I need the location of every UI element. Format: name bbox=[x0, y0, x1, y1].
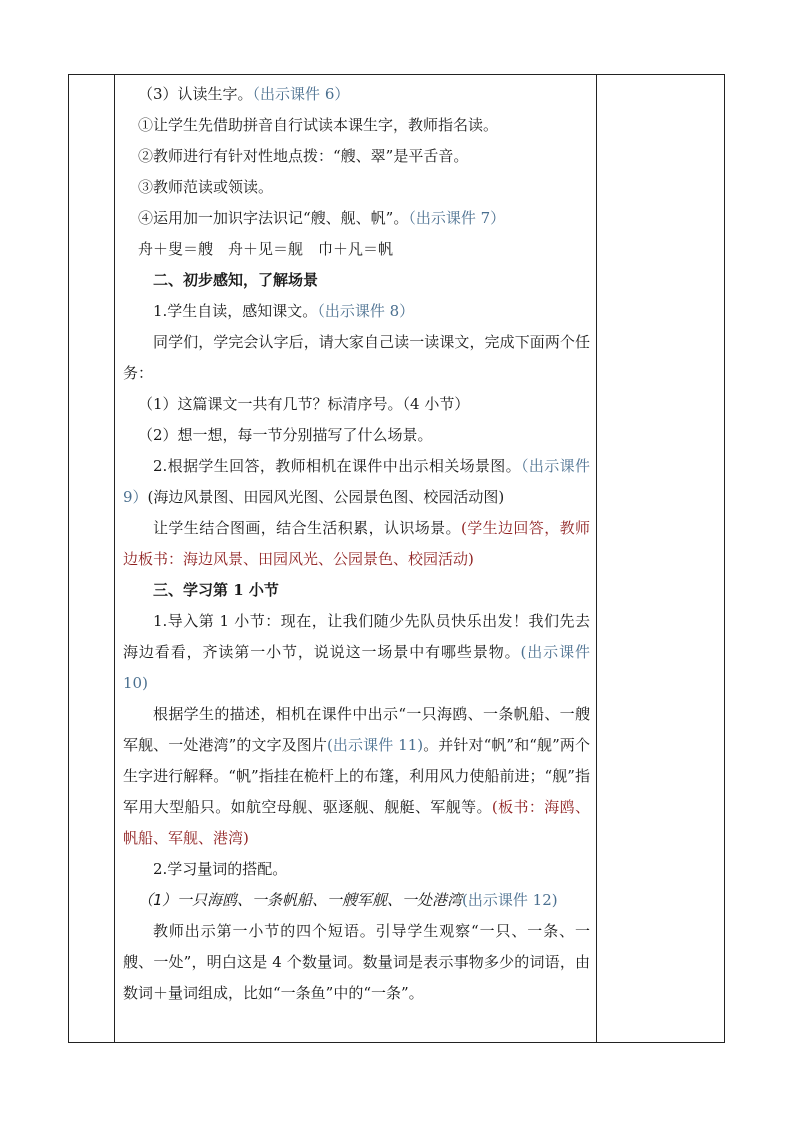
paragraph: 同学们，学完会认字后，请大家自己读一读课文，完成下面两个任务： bbox=[123, 333, 590, 382]
step-recognize-characters: （3）认读生字。（出示课件 6） bbox=[138, 85, 350, 103]
section-heading: 二、初步感知，了解场景 bbox=[153, 271, 319, 289]
paragraph: 根据学生的描述，相机在课件中出示“一只海鸥、一条帆船、一艘军舰、一处港湾”的文字及图片(出示课件 11)。并针对“帆”和“舰”两个生字进行解释。“帆”指挂在桅杆上的布篷，利用风力使船前进；“舰”指军用大型船只。如航空母舰、驱逐舰、舰艇、军舰等。(板书：海鸥、帆船、军舰、港湾) bbox=[123, 705, 590, 847]
task-item: （2）想一想，每一节分别描写了什么场景。 bbox=[138, 426, 433, 444]
courseware-note: （出示课件 6） bbox=[252, 85, 350, 103]
column-divider-right bbox=[596, 75, 597, 1042]
paragraph: 1.学生自读，感知课文。（出示课件 8） bbox=[153, 302, 415, 320]
paragraph: 2.根据学生回答，教师相机在课件中出示相关场景图。（出示课件 9）(海边风景图、田园风光图、公园景色图、校园活动图) bbox=[123, 457, 590, 506]
blackboard-note: (板书：海鸥、帆船、军舰、港湾) bbox=[123, 798, 590, 847]
courseware-note: (出示课件 10) bbox=[123, 643, 590, 692]
phrase-example bbox=[123, 885, 590, 916]
courseware-note: （出示课件 8） bbox=[317, 302, 415, 320]
courseware-note: (出示课件 12) bbox=[462, 891, 558, 909]
lesson-table bbox=[68, 74, 725, 1043]
courseware-note: (出示课件 11) bbox=[326, 736, 424, 754]
paragraph: 1.导入第 1 小节：现在，让我们随少先队员快乐出发！我们先去海边看看，齐读第一小节，说说这一场景中有哪些景物。(出示课件 10) bbox=[123, 612, 590, 692]
paragraph: ④运用加一加识字法识记“艘、舰、帆”。（出示课件 7） bbox=[138, 209, 506, 227]
courseware-note: （出示课件 9） bbox=[123, 457, 590, 506]
paragraph: ②教师进行有针对性地点拨：“艘、翠”是平舌音。 bbox=[138, 147, 469, 165]
paragraph: ③教师范读或领读。 bbox=[138, 178, 274, 196]
paragraph: 让学生结合图画，结合生活积累，认识场景。(学生边回答，教师边板书：海边风景、田园风光、公园景色、校园活动) bbox=[123, 519, 590, 568]
character-formulas: 舟＋叟＝艘 舟＋见＝舰 巾＋凡＝帆 bbox=[138, 240, 394, 258]
paragraph: ①让学生先借助拼音自行试读本课生字，教师指名读。 bbox=[138, 116, 499, 134]
paragraph: 2.学习量词的搭配。 bbox=[153, 860, 288, 878]
lesson-content-cell bbox=[115, 75, 596, 1042]
courseware-note: （出示课件 7） bbox=[408, 209, 506, 227]
blackboard-note: (学生边回答，教师边板书：海边风景、田园风光、公园景色、校园活动) bbox=[123, 519, 590, 568]
task-item: （1）这篇课文一共有几节？标清序号。（4 小节） bbox=[138, 395, 470, 413]
handwritten-phrases: （1）一只海鸥、一条帆船、一艘军舰、一处港湾 bbox=[138, 891, 463, 909]
section-heading: 三、学习第 1 小节 bbox=[153, 581, 279, 599]
paragraph: 教师出示第一小节的四个短语。引导学生观察“一只、一条、一艘、一处”，明白这是 4 个数量词。数量词是表示事物多少的词语，由数词＋量词组成，比如“一条鱼”中的“一条”。 bbox=[123, 922, 590, 1002]
